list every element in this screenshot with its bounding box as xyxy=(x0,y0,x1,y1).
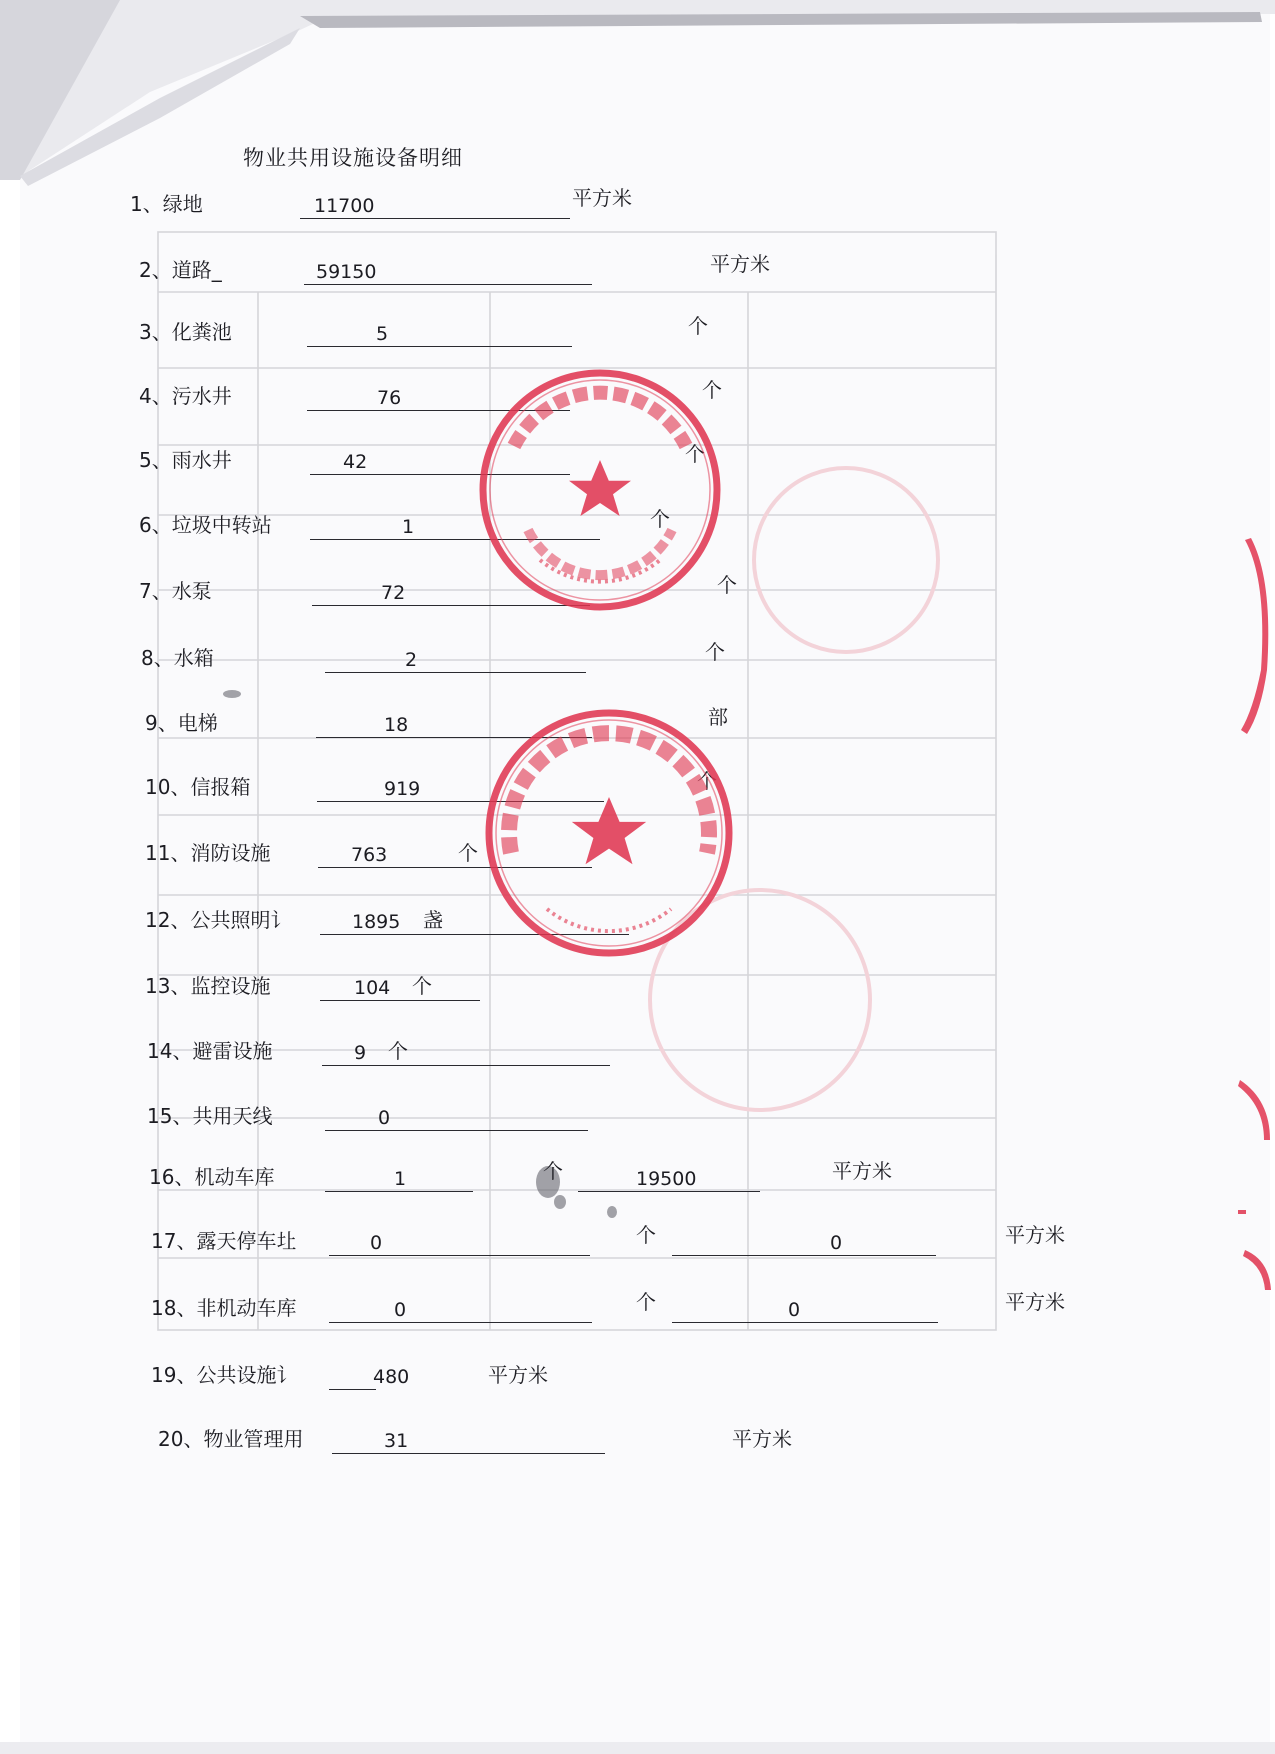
item-unit: 个 xyxy=(697,769,717,793)
item-unit: 部 xyxy=(708,705,728,729)
item-unit: 个 xyxy=(636,1290,656,1314)
item-label: 6、垃圾中转站 xyxy=(139,513,272,537)
item-quantity: 72 xyxy=(381,582,406,604)
fill-in-underline xyxy=(307,384,570,411)
fill-in-underline xyxy=(312,579,590,606)
item-label: 7、水泵 xyxy=(139,579,212,603)
equipment-row xyxy=(139,377,1239,411)
fill-in-underline xyxy=(316,711,592,738)
document-title: 物业共用设施设备明细 xyxy=(243,146,463,170)
item-label: 3、化粪池 xyxy=(139,320,232,344)
equipment-row xyxy=(158,1420,1258,1454)
fill-in-underline xyxy=(332,1427,605,1454)
item-label: 2、道路_ xyxy=(139,258,222,282)
fill-in-underline xyxy=(329,1363,376,1390)
item-unit: 个 xyxy=(650,507,670,531)
item-label: 20、物业管理用 xyxy=(158,1427,304,1451)
item-label: 4、污水井 xyxy=(139,384,232,408)
equipment-row xyxy=(151,1222,1251,1256)
item-quantity: 59150 xyxy=(316,261,377,283)
item-quantity: 1 xyxy=(402,516,415,538)
item-quantity: 1895 xyxy=(352,911,401,933)
fill-in-underline xyxy=(329,1296,592,1323)
item-area: 0 xyxy=(788,1299,801,1321)
item-unit: 平方米 xyxy=(1005,1290,1065,1314)
item-unit: 个 xyxy=(412,974,432,998)
equipment-row xyxy=(145,834,1245,868)
item-label: 15、共用天线 xyxy=(147,1104,273,1128)
item-label: 10、信报箱 xyxy=(145,775,251,799)
item-label: 16、机动车库 xyxy=(149,1165,275,1189)
fill-in-underline xyxy=(325,1104,588,1131)
equipment-row xyxy=(130,185,1230,219)
item-unit: 盏 xyxy=(423,908,443,932)
item-unit: 个 xyxy=(702,378,722,402)
fill-in-underline xyxy=(317,775,604,802)
item-unit: 平方米 xyxy=(732,1427,792,1451)
item-quantity: 104 xyxy=(354,977,391,999)
equipment-row xyxy=(139,251,1239,285)
equipment-row xyxy=(145,901,1245,935)
item-label: 17、露天停车圵 xyxy=(151,1229,297,1253)
equipment-row xyxy=(139,506,1239,540)
equipment-row xyxy=(151,1289,1251,1323)
fill-in-underline xyxy=(329,1229,590,1256)
item-area: 19500 xyxy=(636,1168,697,1190)
item-unit: 个 xyxy=(705,640,725,664)
item-unit: 个 xyxy=(543,1159,563,1183)
item-quantity: 0 xyxy=(378,1107,391,1129)
fill-in-underline xyxy=(307,320,572,347)
item-quantity: 31 xyxy=(384,1430,409,1452)
item-unit: 个 xyxy=(685,442,705,466)
item-unit: 平方米 xyxy=(710,252,770,276)
fill-in-underline xyxy=(310,513,600,540)
item-unit: 平方米 xyxy=(1005,1223,1065,1247)
item-quantity: 5 xyxy=(376,323,389,345)
equipment-row xyxy=(139,572,1239,606)
item-quantity: 9 xyxy=(354,1042,367,1064)
equipment-row xyxy=(145,704,1245,738)
item-label: 1、绿地 xyxy=(130,192,203,216)
item-unit: 个 xyxy=(458,841,478,865)
equipment-row xyxy=(139,441,1239,475)
item-label: 19、公共设施讠 xyxy=(151,1363,297,1387)
item-unit: 平方米 xyxy=(572,186,632,210)
equipment-row xyxy=(145,967,1245,1001)
item-quantity: 11700 xyxy=(314,195,375,217)
item-label: 12、公共照明讠 xyxy=(145,908,291,932)
equipment-row xyxy=(151,1356,1251,1390)
item-unit: 个 xyxy=(717,573,737,597)
item-label: 11、消防设施 xyxy=(145,841,271,865)
item-label: 8、水箱 xyxy=(141,646,214,670)
item-quantity: 763 xyxy=(351,844,388,866)
equipment-row xyxy=(145,768,1245,802)
item-quantity: 18 xyxy=(384,714,409,736)
equipment-row xyxy=(141,639,1241,673)
equipment-row xyxy=(147,1032,1247,1066)
item-quantity: 480 xyxy=(373,1366,410,1388)
item-quantity: 42 xyxy=(343,451,368,473)
item-area: 0 xyxy=(830,1232,843,1254)
item-label: 5、雨水井 xyxy=(139,448,232,472)
equipment-row xyxy=(147,1097,1247,1131)
fill-in-underline xyxy=(325,646,586,673)
item-quantity: 1 xyxy=(394,1168,407,1190)
item-unit: 个 xyxy=(388,1039,408,1063)
fill-in-underline xyxy=(320,974,480,1001)
item-quantity: 0 xyxy=(370,1232,383,1254)
item-unit: 平方米 xyxy=(488,1363,548,1387)
item-unit: 个 xyxy=(688,314,708,338)
equipment-row xyxy=(149,1158,1249,1192)
item-unit: 个 xyxy=(636,1223,656,1247)
item-label: 13、监控设施 xyxy=(145,974,271,998)
item-label: 14、避雷设施 xyxy=(147,1039,273,1063)
item-quantity: 0 xyxy=(394,1299,407,1321)
fill-in-underline xyxy=(672,1229,936,1256)
item-unit: 平方米 xyxy=(832,1159,892,1183)
item-quantity: 76 xyxy=(377,387,402,409)
item-quantity: 919 xyxy=(384,778,421,800)
equipment-row xyxy=(139,313,1239,347)
fill-in-underline xyxy=(672,1296,938,1323)
item-label: 18、非机动车库 xyxy=(151,1296,297,1320)
item-label: 9、电梯 xyxy=(145,711,218,735)
item-quantity: 2 xyxy=(405,649,418,671)
